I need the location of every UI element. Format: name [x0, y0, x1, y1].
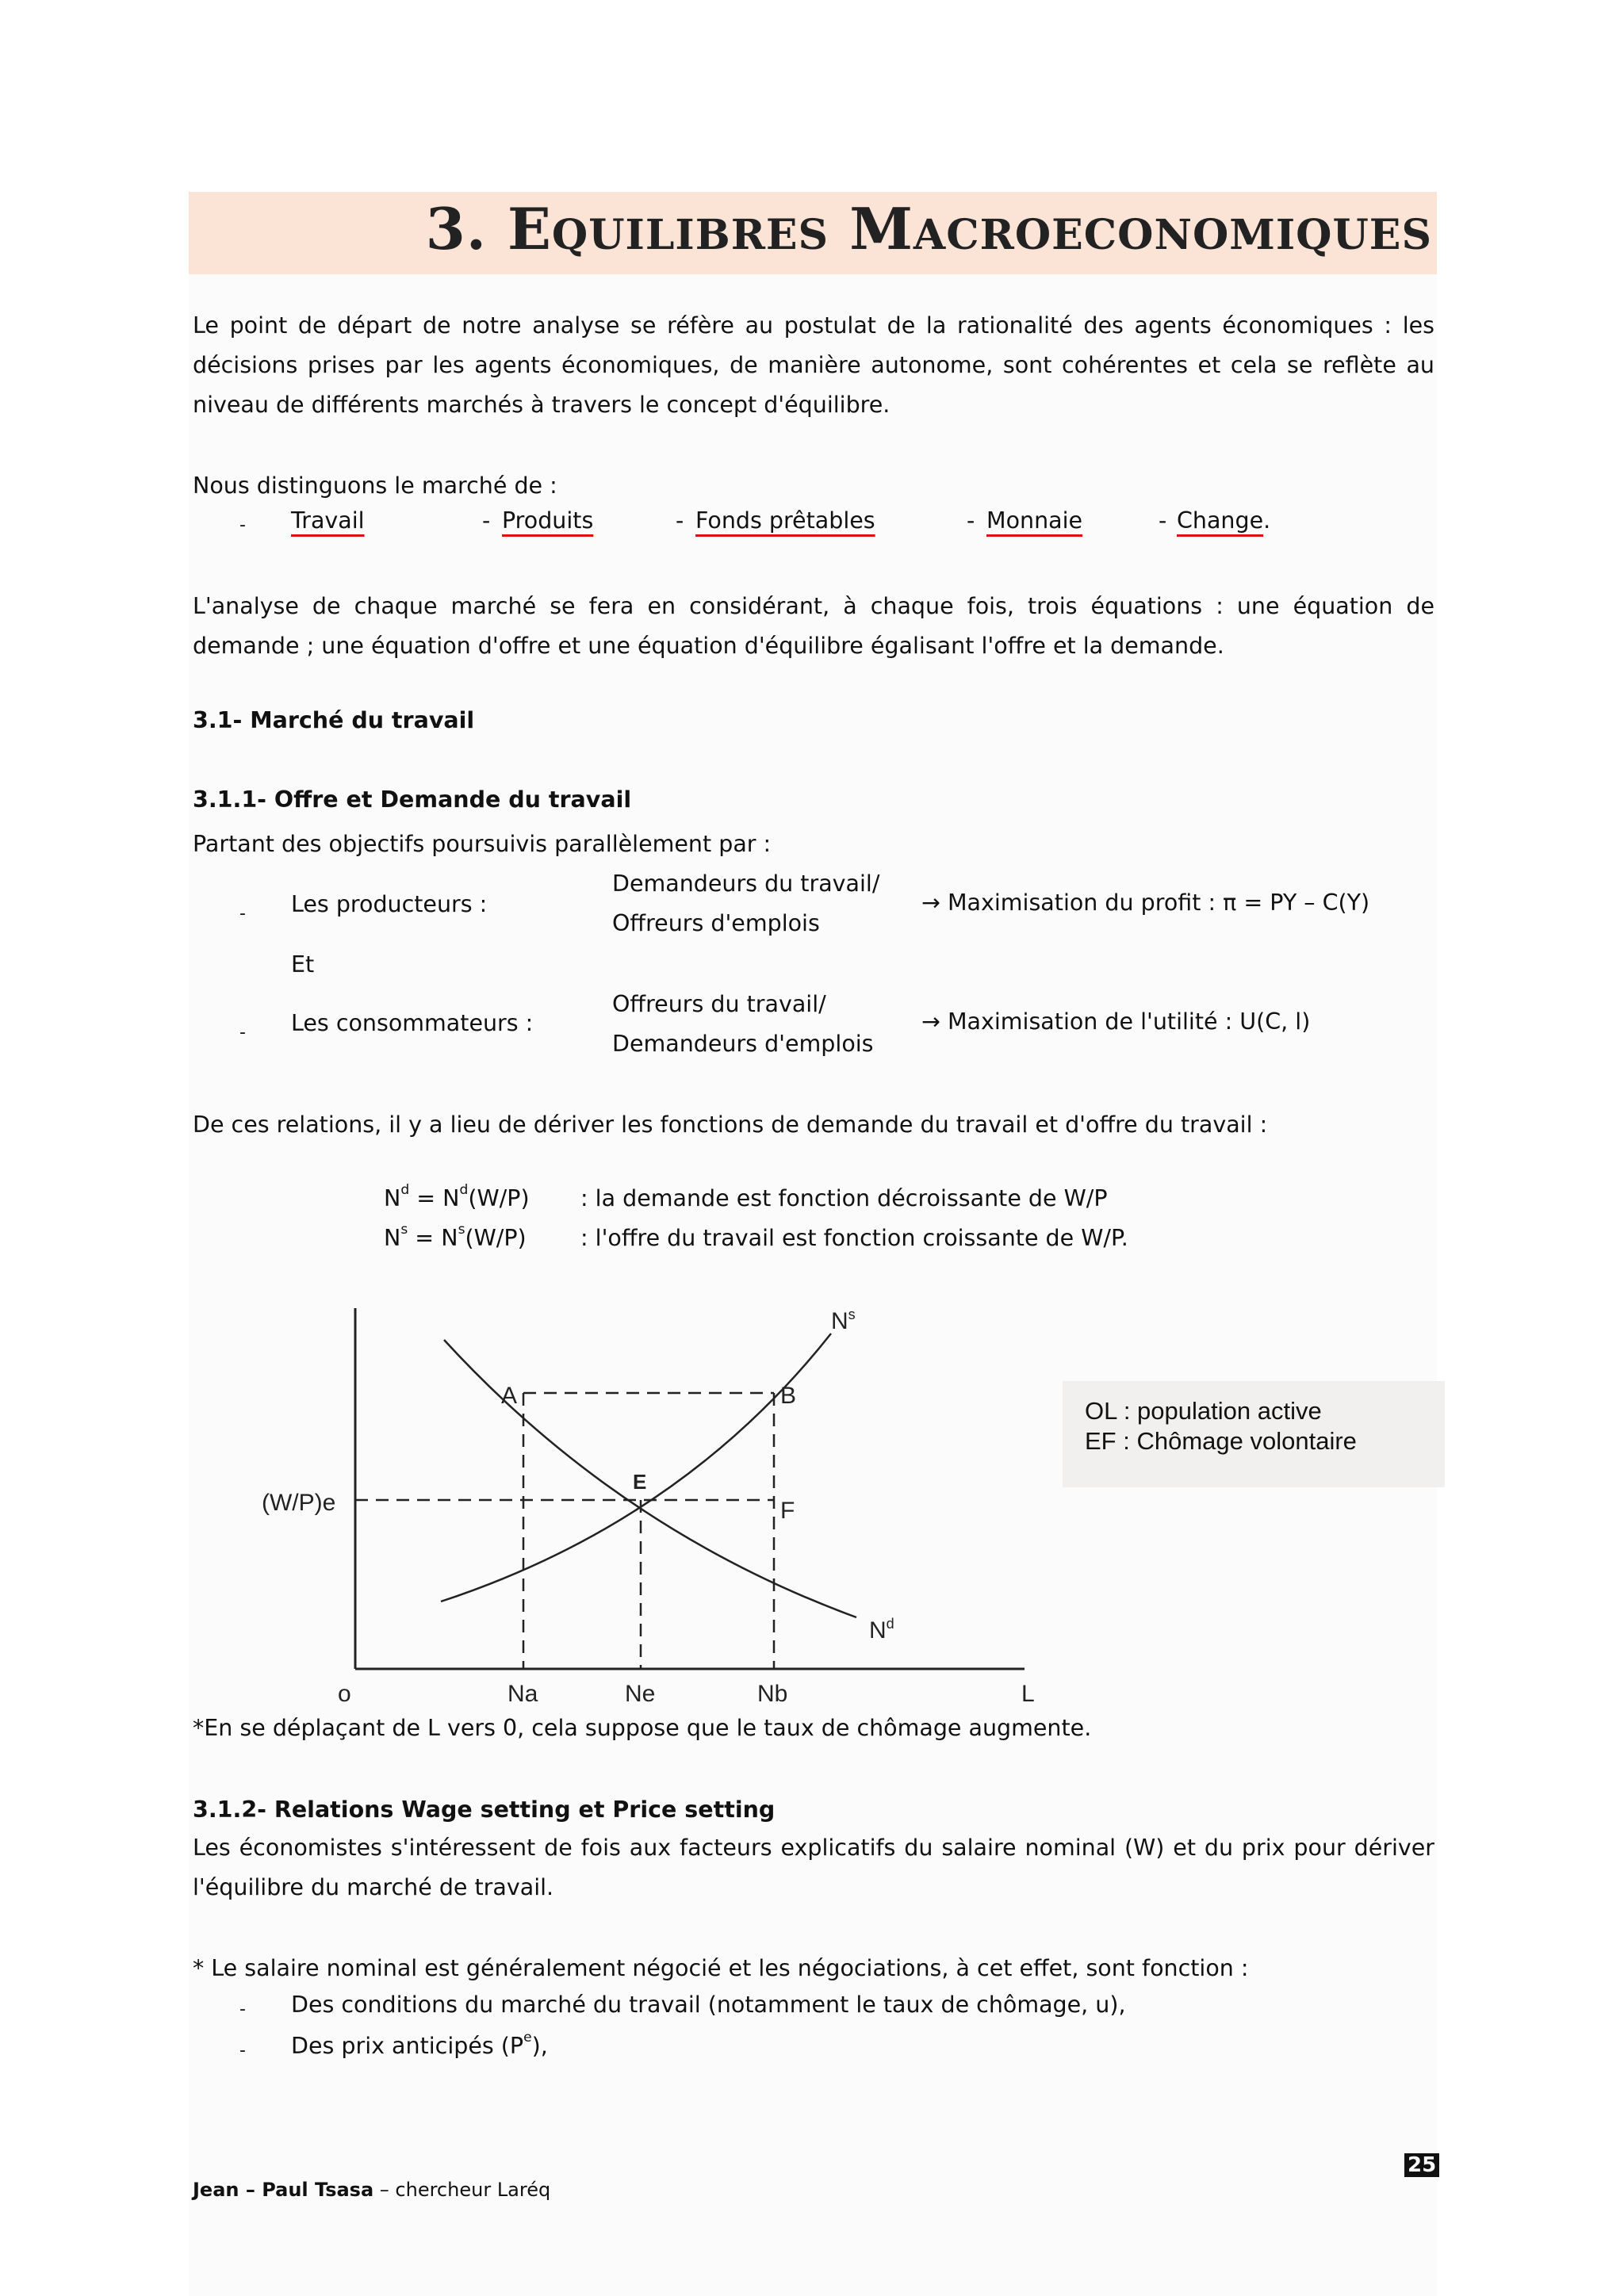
label-supply: $N^s$ [831, 1307, 856, 1334]
and-connector: Et [291, 951, 315, 978]
consumers-goal: → Maximisation de l'utilité : U(C, l) [921, 1008, 1311, 1035]
market-fonds-pretables: Fonds prêtables [695, 507, 875, 534]
section-heading-3-1: 3.1- Marché du travail [193, 707, 475, 733]
producers-goal: → Maximisation du profit : π = PY – C(Y) [921, 890, 1370, 916]
labour-demand-equation: $N^d = N^d(W/P)$ [384, 1182, 530, 1211]
consumers-label: Les consommateurs : [291, 1010, 534, 1036]
footer-author: Jean – Paul Tsasa – chercheur Laréq [193, 2179, 551, 2201]
objectives-intro: Partant des objectifs poursuivis parallèlement par : [193, 831, 772, 857]
x-label-na: Na [508, 1681, 538, 1707]
equations-paragraph: L'analyse de chaque marché se fera en considérant, à chaque fois, trois équations : une équation de demande ; une équation d'offre et une équation d'équilibre égalisant l'offre et la demande. [193, 593, 1434, 659]
section-heading-3-1-1: 3.1.1- Offre et Demande du travail [193, 786, 632, 813]
diagram-legend [1063, 1381, 1445, 1487]
producers-role-2: Offreurs d'emplois [612, 910, 820, 936]
market-change: Change [1177, 507, 1264, 534]
wage-factor-1: Des conditions du marché du travail (notamment le taux de chômage, u), [291, 1992, 1126, 2018]
producers-role-1: Demandeurs du travail/ [612, 871, 880, 897]
list-dash: - [482, 507, 491, 534]
nominal-wage-paragraph: * Le salaire nominal est généralement négocié et les négociations, à cet effet, sont fonction : [193, 1955, 1249, 1981]
market-monnaie: Monnaie [986, 507, 1083, 534]
list-dash: - [239, 904, 246, 924]
intro-paragraph: Le point de départ de notre analyse se réfère au postulat de la rationalité des agents économiques : les décisions prises par les agents économiques, de manière autonome, sont cohérentes et cela se reflète au niveau de différents marchés à travers le concept d'équilibre. [193, 312, 1434, 418]
x-label-nb: Nb [757, 1681, 788, 1707]
list-dash: - [676, 507, 684, 534]
x-label-l: L [1021, 1681, 1035, 1707]
chapter-title-band [189, 192, 1437, 274]
markets-intro: Nous distinguons le marché de : [193, 473, 557, 499]
labour-demand-description: : la demande est fonction décroissante de W/P [580, 1185, 1108, 1211]
labour-market-diagram [238, 1284, 1047, 1712]
wage-setting-paragraph: Les économistes s'intéressent de fois aux facteurs explicatifs du salaire nominal (W) et du prix pour dériver l'équilibre du marché de travail. [193, 1835, 1434, 1900]
list-dash: - [967, 507, 975, 534]
supply-curve [441, 1334, 831, 1601]
page-number: 25 [1404, 2153, 1439, 2177]
demand-curve [444, 1340, 856, 1617]
point-a: A [501, 1383, 518, 1409]
x-label-ne: Ne [625, 1681, 656, 1707]
point-e: E [633, 1470, 647, 1494]
consumers-role-2: Demandeurs d'emplois [612, 1031, 874, 1057]
labour-supply-equation: $N^s = N^s(W/P)$ [384, 1222, 527, 1251]
market-change-item: Change. [1177, 507, 1271, 534]
point-b: B [780, 1383, 797, 1409]
section-heading-3-1-2: 3.1.2- Relations Wage setting et Price setting [193, 1797, 776, 1823]
market-produits: Produits [502, 507, 594, 534]
derive-paragraph: De ces relations, il y a lieu de dériver les fonctions de demande du travail et d'offre du travail : [193, 1112, 1268, 1138]
label-demand: $N^d$ [869, 1616, 894, 1644]
list-dash: - [239, 1999, 246, 2019]
labour-supply-description: : l'offre du travail est fonction croissante de W/P. [580, 1225, 1128, 1251]
y-axis-label: (W/P)e [262, 1490, 336, 1516]
producers-label: Les producteurs : [291, 891, 488, 917]
legend-line-2: EF : Chômage volontaire [1085, 1427, 1357, 1455]
legend-line-1: OL : population active [1085, 1397, 1322, 1425]
list-dash: - [239, 2041, 246, 2061]
market-travail: Travail [291, 507, 365, 534]
list-dash: - [239, 1023, 246, 1043]
point-f: F [780, 1498, 795, 1524]
origin-label: o [338, 1681, 351, 1707]
wage-factor-2: Des prix anticipés $(P^e)$, [291, 2030, 548, 2059]
diagram-note: *En se déplaçant de L vers 0, cela suppose que le taux de chômage augmente. [193, 1715, 1092, 1741]
consumers-role-1: Offreurs du travail/ [612, 991, 826, 1017]
chapter-title: 3. EQUILIBRES MACROECONOMIQUES [425, 195, 1432, 262]
list-dash: - [239, 515, 246, 535]
list-dash: - [1159, 507, 1167, 534]
